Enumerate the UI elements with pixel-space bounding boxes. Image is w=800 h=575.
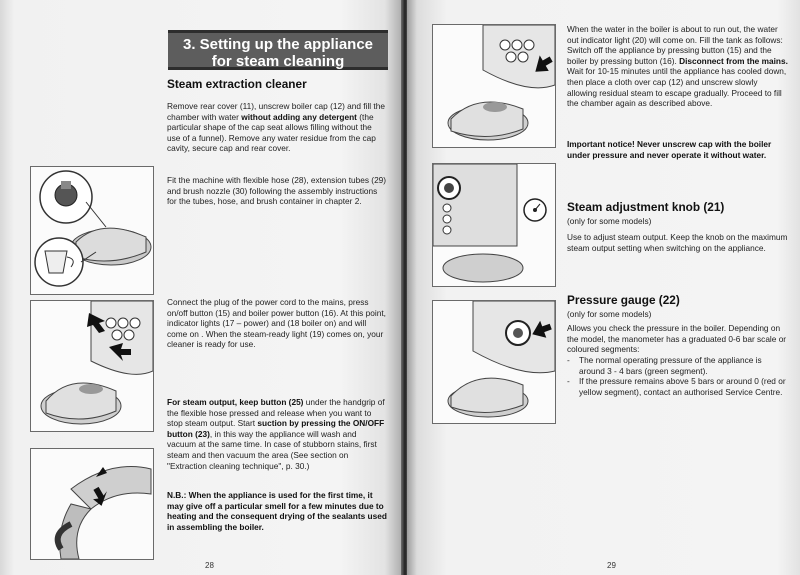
paragraph-refill-boiler xyxy=(567,24,789,109)
important-notice: Important notice! Never unscrew cap with the boiler under pressure and never operate it without water. xyxy=(567,139,772,160)
no-detergent-emphasis: without adding any detergent xyxy=(241,111,357,122)
refill-text-cont: Wait for 10-15 minutes until the appliance has cooled down, then place a cloth over cap (12) and unscrew slowly allowing residual steam to escape gradually. Proceed to fill the chamber again as described above. xyxy=(567,66,787,109)
nb-first-use-note: N.B.: When the appliance is used for the first time, it may give off a particular smell for a few minutes due to heating and the consequent drying of the sealants used in assembling the boiler. xyxy=(167,490,387,532)
illustration-fill-boiler xyxy=(30,166,154,295)
pressure-gauge-models-note: (only for some models) xyxy=(567,309,652,319)
indicator-lights-drawing xyxy=(433,25,555,147)
pressure-gauge-drawing xyxy=(433,301,555,423)
steam-knob-models-note: (only for some models) xyxy=(567,216,652,226)
list-item: - If the pressure remains above 5 bars or around 0 (red or yellow segment), contact an authorised Service Centre. xyxy=(567,376,789,397)
refill-text: When the water in the boiler is about to run out, the water out indicator light (20) will come on. Fill the tank as follows: Switch off the appliance by pressing button (15) and the boiler by pressing button (16). xyxy=(567,24,783,66)
pressure-gauge-bullet-list xyxy=(567,355,789,397)
paragraph-steam-knob: Use to adjust steam output. Keep the knob on the maximum steam output setting when switching on the appliance. xyxy=(567,232,788,253)
fill-boiler-text: Remove rear cover (11), unscrew boiler cap (12) and fill the chamber with water xyxy=(167,101,385,122)
paragraph-steam-output xyxy=(167,397,387,471)
disconnect-emphasis: Disconnect from the mains. xyxy=(679,55,788,66)
chapter-title-line-1: 3. Setting up the appliance xyxy=(182,36,374,53)
handgrip-drawing xyxy=(31,449,153,559)
chapter-title-banner xyxy=(168,30,388,70)
steam-output-text-cont: , in this way the appliance will wash and vacuum at the same time. In case of stubborn stains, first steam and then vacuum the area (See section on "Extraction cleaning technique", p. 30.) xyxy=(167,428,377,471)
page-number-right: 29 xyxy=(607,561,616,570)
section-heading-steam-knob: Steam adjustment knob (21) xyxy=(567,200,725,214)
illustration-steam-knob xyxy=(432,163,556,287)
paragraph-pressure-gauge: Allows you check the pressure in the boiler. Depending on the model, the manometer has a graduated 0-6 bar scale or coloured segments: xyxy=(567,323,787,355)
paragraph-fill-boiler xyxy=(167,101,387,154)
list-item: - The normal operating pressure of the appliance is around 3 - 4 bars (green segment). xyxy=(567,355,789,376)
paragraph-fit-hose: Fit the machine with flexible hose (28), extension tubes (29) and brush nozzle (30) following the assembly instructions for the tubes, hose, and brush container in chapter 2. xyxy=(167,175,387,207)
section-heading-steam-extraction: Steam extraction cleaner xyxy=(167,77,307,91)
illustration-handgrip xyxy=(30,448,154,560)
fill-boiler-text-cont: (the particular shape of the cap seat allows filling without the use of a funnel). Remove any water residue from the cap cavity, secure cap and rear cover. xyxy=(167,111,376,154)
power-buttons-drawing xyxy=(31,301,153,431)
fill-boiler-drawing xyxy=(31,167,153,294)
steam-output-text: under the handgrip of the flexible hose pressed and release when you want to stop steam output. Start xyxy=(167,397,385,429)
section-heading-pressure-gauge: Pressure gauge (22) xyxy=(567,293,680,307)
illustration-power-buttons xyxy=(30,300,154,432)
suction-button-emphasis: suction by pressing the ON/OFF button (23) xyxy=(167,418,385,439)
steam-button-emphasis: For steam output, keep button (25) xyxy=(167,397,304,407)
right-page xyxy=(407,0,800,575)
illustration-pressure-gauge xyxy=(432,300,556,424)
illustration-indicator-lights xyxy=(432,24,556,148)
paragraph-connect-power: Connect the plug of the power cord to the mains, press on/off button (15) and boiler power button (16). At this point, indicator lights (17 – power) and (18 boiler on) and will come on . When the steam-ready light (19) comes on, your cleaner is ready for use. xyxy=(167,297,386,350)
page-number-left: 28 xyxy=(205,561,214,570)
chapter-title-line-2: for steam cleaning xyxy=(211,53,345,70)
steam-knob-drawing xyxy=(433,164,555,286)
